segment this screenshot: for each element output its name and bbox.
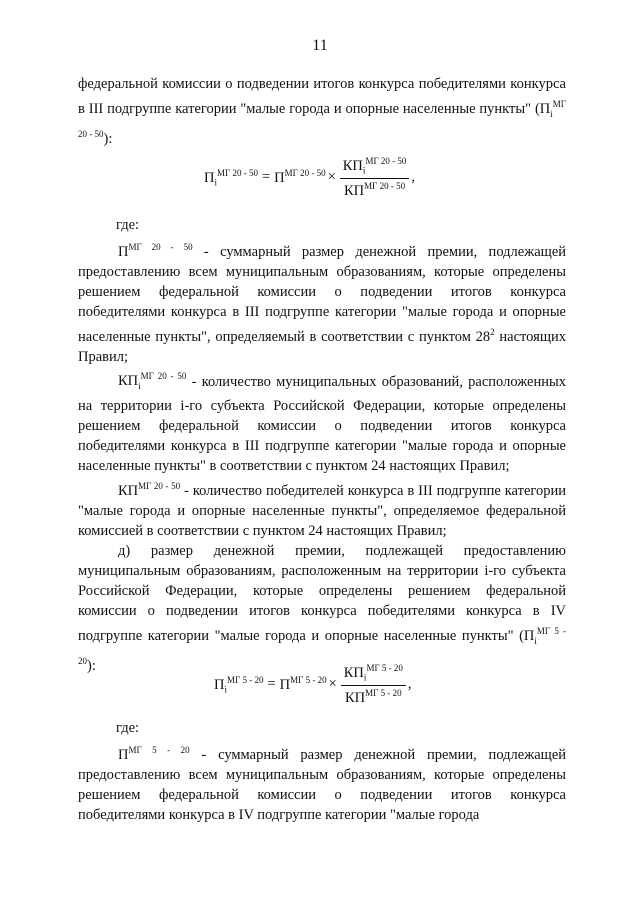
paragraph-intro-iii: федеральной комиссии о подведении итогов конкурса победителями конкурса в III подгруппе категории "малые города и опорные населенные пункты" $(П_i^{МГ 20 - 50})$:: [78, 76, 566, 147]
definition-P-iv: $П^{МГ 5 - 20}$ - суммарный размер денежной премии, подлежащей предоставлению всем муниципальным образованиям, которые определены решением федеральной комиссии о подведении итогов конкурса победителями конкурса в IV подгруппе категории "малые города: [78, 745, 567, 823]
definition-KP: $КП^{МГ 20 - 50}$ - количество победителей конкурса в III подгруппе категории "малые города и опорные населенные пункты", определяемое федеральной комиссией в соответствии с пунктом 24 настоящих Правил;: [78, 481, 567, 540]
page-number: 11: [312, 37, 328, 54]
where-label: где:: [116, 720, 140, 736]
fraction: $\frac{КП_i^{МГ 20 - 50}}{КП^{МГ 20 - 50}}$: [340, 156, 410, 200]
fraction: $\frac{КП_i^{МГ 5 - 20}}{КП^{МГ 5 - 20}}$: [341, 663, 406, 707]
formula-iii: $П_i^{МГ 20 - 50}$ = $П^{МГ 20 - 50}$ × $\frac{КП_i^{МГ 20 - 50}}{КП^{МГ 20 - 50}}$ ,: [204, 156, 416, 199]
formula-symbol: $П_i^{МГ 20 - 50}$: [78, 99, 566, 139]
paragraph-d: д) размер денежной премии, подлежащей предоставлению муниципальным образованиям, расположенным на территории i-го субъекта Российской Федерации, которые определены решением федеральной комиссии о подведении итогов конкурса победителями конкурса в IV подгруппе категории "малые города и опорные населенные пункты" $(П_i^{МГ 5 - 20})$:: [78, 543, 566, 674]
definition-P: $П^{МГ 20 - 50}$ - суммарный размер денежной премии, подлежащей предоставлению всем муниципальным образованиям, которые определены решением федеральной комиссии о подведении итогов конкурса победителями конкурса в III подгруппе категории "малые города и опорные населенные пункты", определяемый в соответствии с пунктом $28^2$ настоящих Правил;: [78, 242, 567, 365]
formula-iv: $П_i^{МГ 5 - 20}$ = $П^{МГ 5 - 20}$ × $\frac{КП_i^{МГ 5 - 20}}{КП^{МГ 5 - 20}}$ ,: [214, 663, 412, 706]
where-label: где:: [116, 217, 140, 233]
definitions-iv: [78, 718, 566, 825]
paragraph-text: федеральной комиссии о подведении итогов конкурса победителями конкурса в III подгруппе категории "малые города и опорные населенные пункты" (: [78, 76, 566, 117]
definitions-iii: [78, 215, 566, 676]
definition-KPi: $КП_i^{МГ 20 - 50}$ - количество муниципальных образований, расположенных на территории i-го субъекта Российской Федерации, которые определены решением федеральной комиссии о подведении итогов конкурса победителями конкурса в III подгруппе категории "малые города и опорные населенные пункты" в соответствии с пунктом 24 настоящих Правил;: [78, 371, 567, 475]
